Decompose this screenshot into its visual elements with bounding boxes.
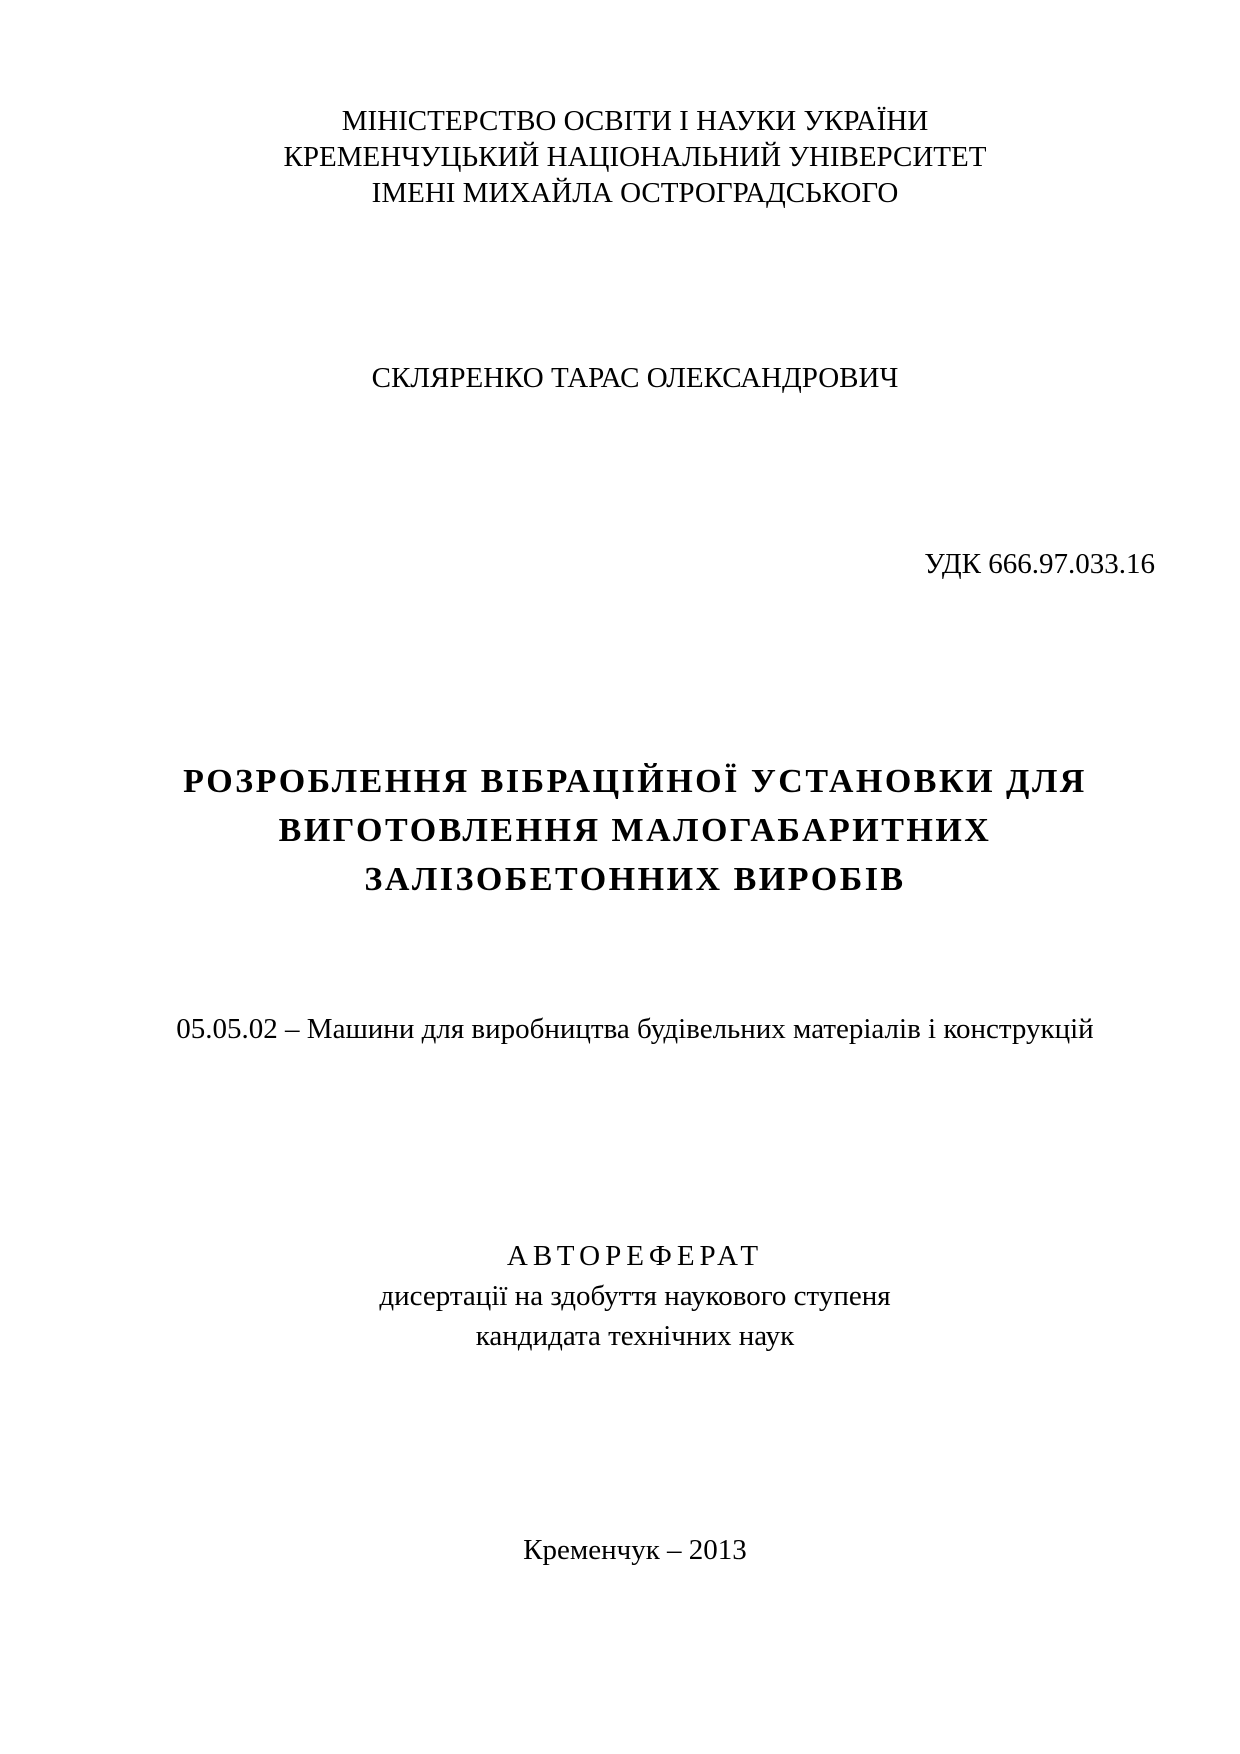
title-line-1: РОЗРОБЛЕННЯ ВІБРАЦІЙНОЇ УСТАНОВКИ ДЛЯ [183,763,1087,800]
city-and-year: Кременчук – 2013 [523,1534,747,1566]
abstract-heading: АВТОРЕФЕРАТ [506,1240,764,1272]
udc-code: УДК 666.97.033.16 [924,548,1155,580]
abstract-line-1: дисертації на здобуття наукового ступеня [379,1280,891,1312]
ministry-header [115,103,1155,211]
ministry-line-1: МІНІСТЕРСТВО ОСВІТИ І НАУКИ УКРАЇНИ [341,105,929,137]
title-line-3: ЗАЛІЗОБЕТОННИХ ВИРОБІВ [364,861,906,898]
university-name-line: КРЕМЕНЧУЦЬКИЙ НАЦІОНАЛЬНИЙ УНІВЕРСИТЕТ [283,141,987,173]
abstract-line-2: кандидата технічних наук [475,1320,795,1352]
abstract-section [115,1236,1155,1356]
specialty-code-line: 05.05.02 – Машини для виробництва будівельних матеріалів і конструкцій [176,1013,1094,1045]
dissertation-title [115,757,1155,904]
author-name: СКЛЯРЕНКО ТАРАС ОЛЕКСАНДРОВИЧ [371,362,899,394]
title-line-2: ВИГОТОВЛЕННЯ МАЛОГАБАРИТНИХ [278,812,992,849]
university-named-after-line: ІМЕНІ МИХАЙЛА ОСТРОГРАДСЬКОГО [371,177,899,209]
